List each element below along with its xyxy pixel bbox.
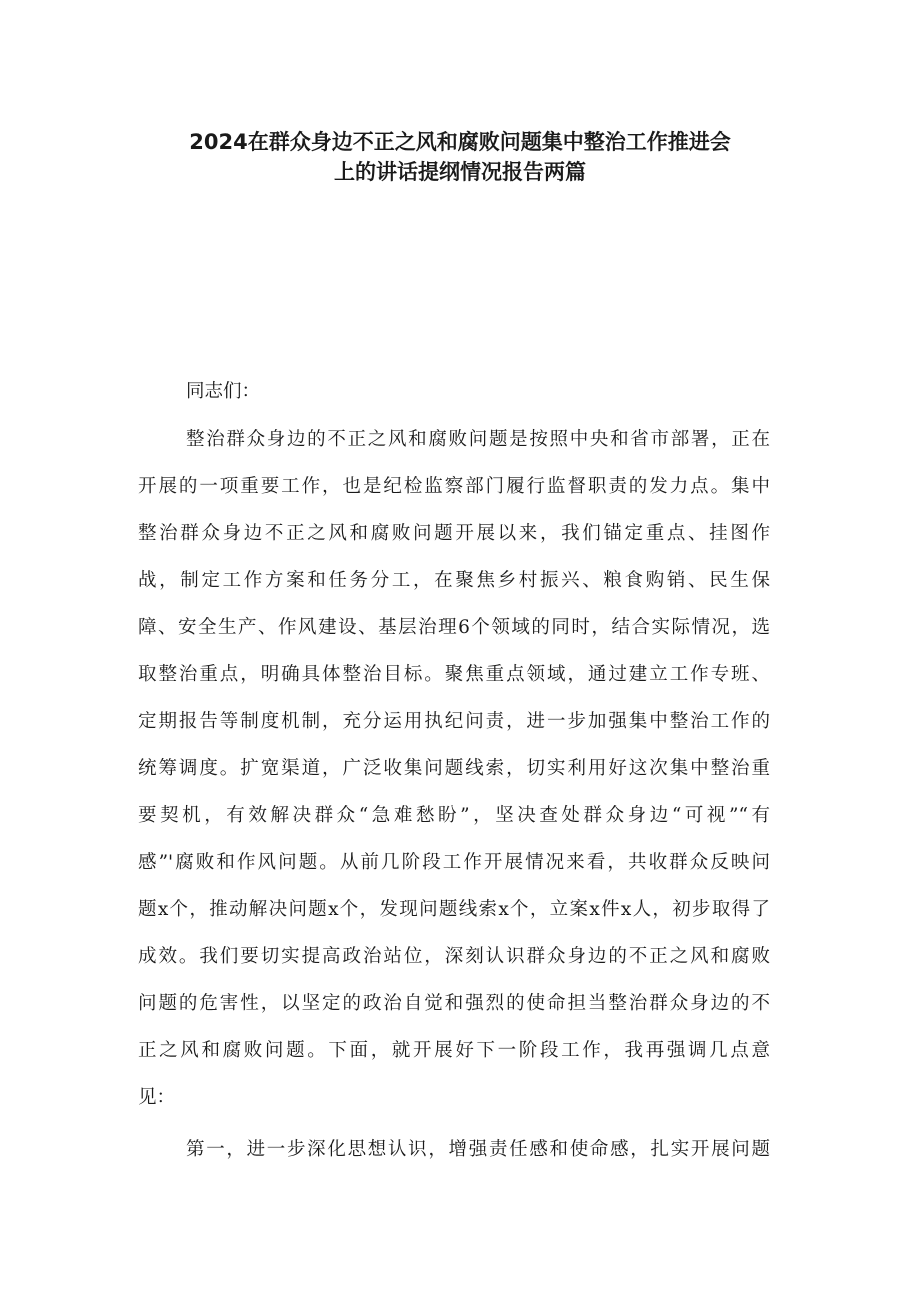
paragraph-1-line: 感”'腐败和作风问题。从前几阶段工作开展情况来看，共收群众反映问: [138, 852, 770, 873]
paragraph-1-line: 要契机，有效解决群众“急难愁盼”，坚决查处群众身边“可视”“有: [138, 805, 770, 826]
paragraph-1-line: 取整治重点，明确具体整治目标。聚焦重点领域，通过建立工作专班、: [138, 664, 770, 685]
paragraph-1-line: 整治群众身边的不正之风和腐败问题是按照中央和省市部署，正在: [186, 429, 770, 450]
paragraph-1-line: 成效。我们要切实提高政治站位，深刻认识群众身边的不正之风和腐败: [138, 946, 770, 967]
paragraph-1-line: 定期报告等制度机制，充分运用执纪问责，进一步加强集中整治工作的: [138, 711, 770, 732]
paragraph-1-line: 整治群众身边不正之风和腐败问题开展以来，我们锚定重点、挂图作: [138, 523, 770, 544]
document-title-line-1: 2024在群众身边不正之风和腐败问题集中整治工作推进会: [189, 130, 731, 154]
paragraph-1-line: 开展的一项重要工作，也是纪检监察部门履行监督职责的发力点。集中: [138, 476, 770, 497]
paragraph-1-line: 问题的危害性，以坚定的政治自觉和强烈的使命担当整治群众身边的不: [138, 993, 770, 1014]
document-title-line-2: 上的讲话提纲情况报告两篇: [334, 160, 586, 184]
paragraph-1-line: 见：: [138, 1087, 176, 1108]
paragraph-1-line: 障、安全生产、作风建设、基层治理6个领域的同时，结合实际情况，选: [138, 617, 770, 638]
salutation: 同志们：: [186, 381, 261, 402]
paragraph-1-line: 战，制定工作方案和任务分工，在聚焦乡村振兴、粮食购销、民生保: [138, 570, 770, 591]
paragraph-1-line: 正之风和腐败问题。下面，就开展好下一阶段工作，我再强调几点意: [138, 1040, 770, 1061]
paragraph-1-line: 统筹调度。扩宽渠道，广泛收集问题线索，切实利用好这次集中整治重: [138, 758, 770, 779]
paragraph-2-line: 第一，进一步深化思想认识，增强责任感和使命感，扎实开展问题: [186, 1139, 770, 1160]
paragraph-1-line: 题x个，推动解决问题x个，发现问题线索x个，立案x件x人，初步取得了: [138, 899, 770, 920]
